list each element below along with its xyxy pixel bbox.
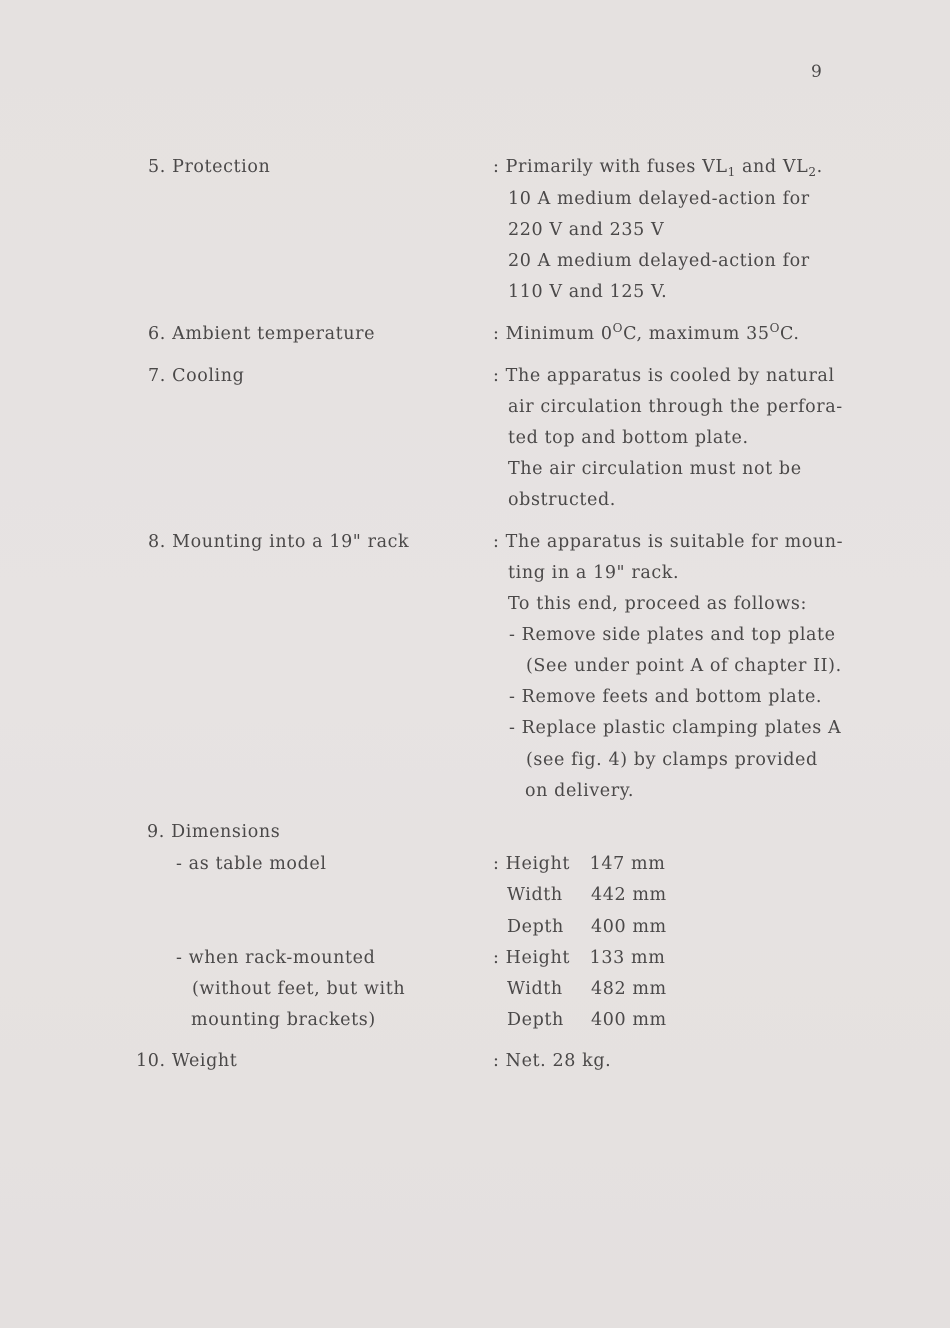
rack-label-line: (without feet, but with	[192, 979, 406, 999]
item-protection-label	[148, 157, 270, 177]
dim-name: Height	[505, 948, 570, 968]
item-label: Mounting into a 19" rack	[172, 532, 410, 552]
value-line: obstructed.	[508, 490, 616, 510]
item-mounting-value	[493, 532, 843, 552]
dim-value: 482 mm	[591, 979, 667, 999]
item-label: Dimensions	[171, 822, 281, 842]
item-protection-value	[493, 157, 823, 177]
value-text: C.	[780, 324, 800, 344]
colon: :	[493, 1051, 500, 1071]
colon: :	[493, 532, 500, 552]
subscript: 1	[727, 165, 736, 179]
item-number: 9.	[147, 822, 165, 842]
colon: :	[493, 948, 500, 968]
value-text: Minimum 0	[505, 324, 613, 344]
item-ambient-label	[148, 324, 375, 344]
step-line: - Replace plastic clamping plates A	[509, 718, 842, 738]
value-text: C, maximum 35	[623, 324, 770, 344]
dim-name: Depth	[507, 917, 564, 937]
dim-value: 147 mm	[589, 854, 666, 874]
superscript: O	[612, 321, 624, 335]
item-ambient-value	[493, 321, 800, 344]
step-line: - Remove side plates and top plate	[509, 625, 836, 645]
value-line: ting in a 19" rack.	[508, 563, 680, 583]
dim-value: 442 mm	[591, 885, 667, 905]
item-mounting-label	[148, 532, 409, 552]
item-dimensions-label	[147, 822, 280, 842]
colon: :	[493, 157, 500, 177]
dim-row	[493, 854, 665, 874]
dim-row	[507, 885, 667, 905]
dim-name: Width	[507, 885, 563, 905]
item-number: 8.	[148, 532, 166, 552]
item-cooling-value	[493, 366, 835, 386]
subscript: 2	[808, 165, 817, 179]
value-text: and VL	[735, 157, 809, 177]
value-text: Net. 28 kg.	[505, 1051, 612, 1071]
item-weight-label	[136, 1051, 237, 1071]
value-text: Primarily with fuses VL	[505, 157, 728, 177]
colon: :	[493, 854, 500, 874]
page-number: 9	[811, 62, 822, 82]
value-line: To this end, proceed as follows:	[508, 594, 807, 614]
dim-name: Depth	[507, 1010, 564, 1030]
dim-name: Width	[507, 979, 563, 999]
superscript: O	[769, 321, 781, 335]
colon: :	[493, 366, 500, 386]
item-weight-value	[493, 1051, 611, 1071]
dim-value: 400 mm	[591, 917, 667, 937]
step-line: (see fig. 4) by clamps provided	[526, 750, 818, 770]
colon: :	[493, 324, 500, 344]
value-line: 20 A medium delayed-action for	[508, 251, 810, 271]
value-line: 220 V and 235 V	[508, 220, 665, 240]
item-number: 7.	[148, 366, 166, 386]
item-number: 6.	[148, 324, 166, 344]
rack-label-line: - when rack-mounted	[176, 948, 376, 968]
table-model-label: - as table model	[176, 854, 327, 874]
step-line: - Remove feets and bottom plate.	[509, 687, 823, 707]
dim-value: 400 mm	[591, 1010, 667, 1030]
step-line: (See under point A of chapter II).	[526, 656, 842, 676]
value-line: air circulation through the perfora-	[508, 397, 843, 417]
dim-row	[507, 917, 667, 937]
item-cooling-label	[148, 366, 244, 386]
item-number: 5.	[148, 157, 166, 177]
value-line: ted top and bottom plate.	[508, 428, 749, 448]
step-line: on delivery.	[525, 781, 635, 801]
dim-row	[507, 1010, 667, 1030]
value-text: The apparatus is suitable for moun-	[505, 532, 844, 552]
rack-label-line: mounting brackets)	[191, 1010, 376, 1030]
item-label: Weight	[171, 1051, 238, 1071]
value-line: The air circulation must not be	[508, 459, 802, 479]
value-line: 10 A medium delayed-action for	[508, 189, 810, 209]
value-text: The apparatus is cooled by natural	[505, 366, 835, 386]
dim-row	[507, 979, 667, 999]
value-line: 110 V and 125 V.	[508, 282, 668, 302]
item-label: Ambient temperature	[172, 324, 376, 344]
dim-name: Height	[505, 854, 570, 874]
dim-value: 133 mm	[589, 948, 666, 968]
item-number: 10.	[136, 1051, 166, 1071]
item-label: Protection	[172, 157, 271, 177]
value-text: .	[816, 157, 823, 177]
dim-row	[493, 948, 665, 968]
item-label: Cooling	[172, 366, 245, 386]
